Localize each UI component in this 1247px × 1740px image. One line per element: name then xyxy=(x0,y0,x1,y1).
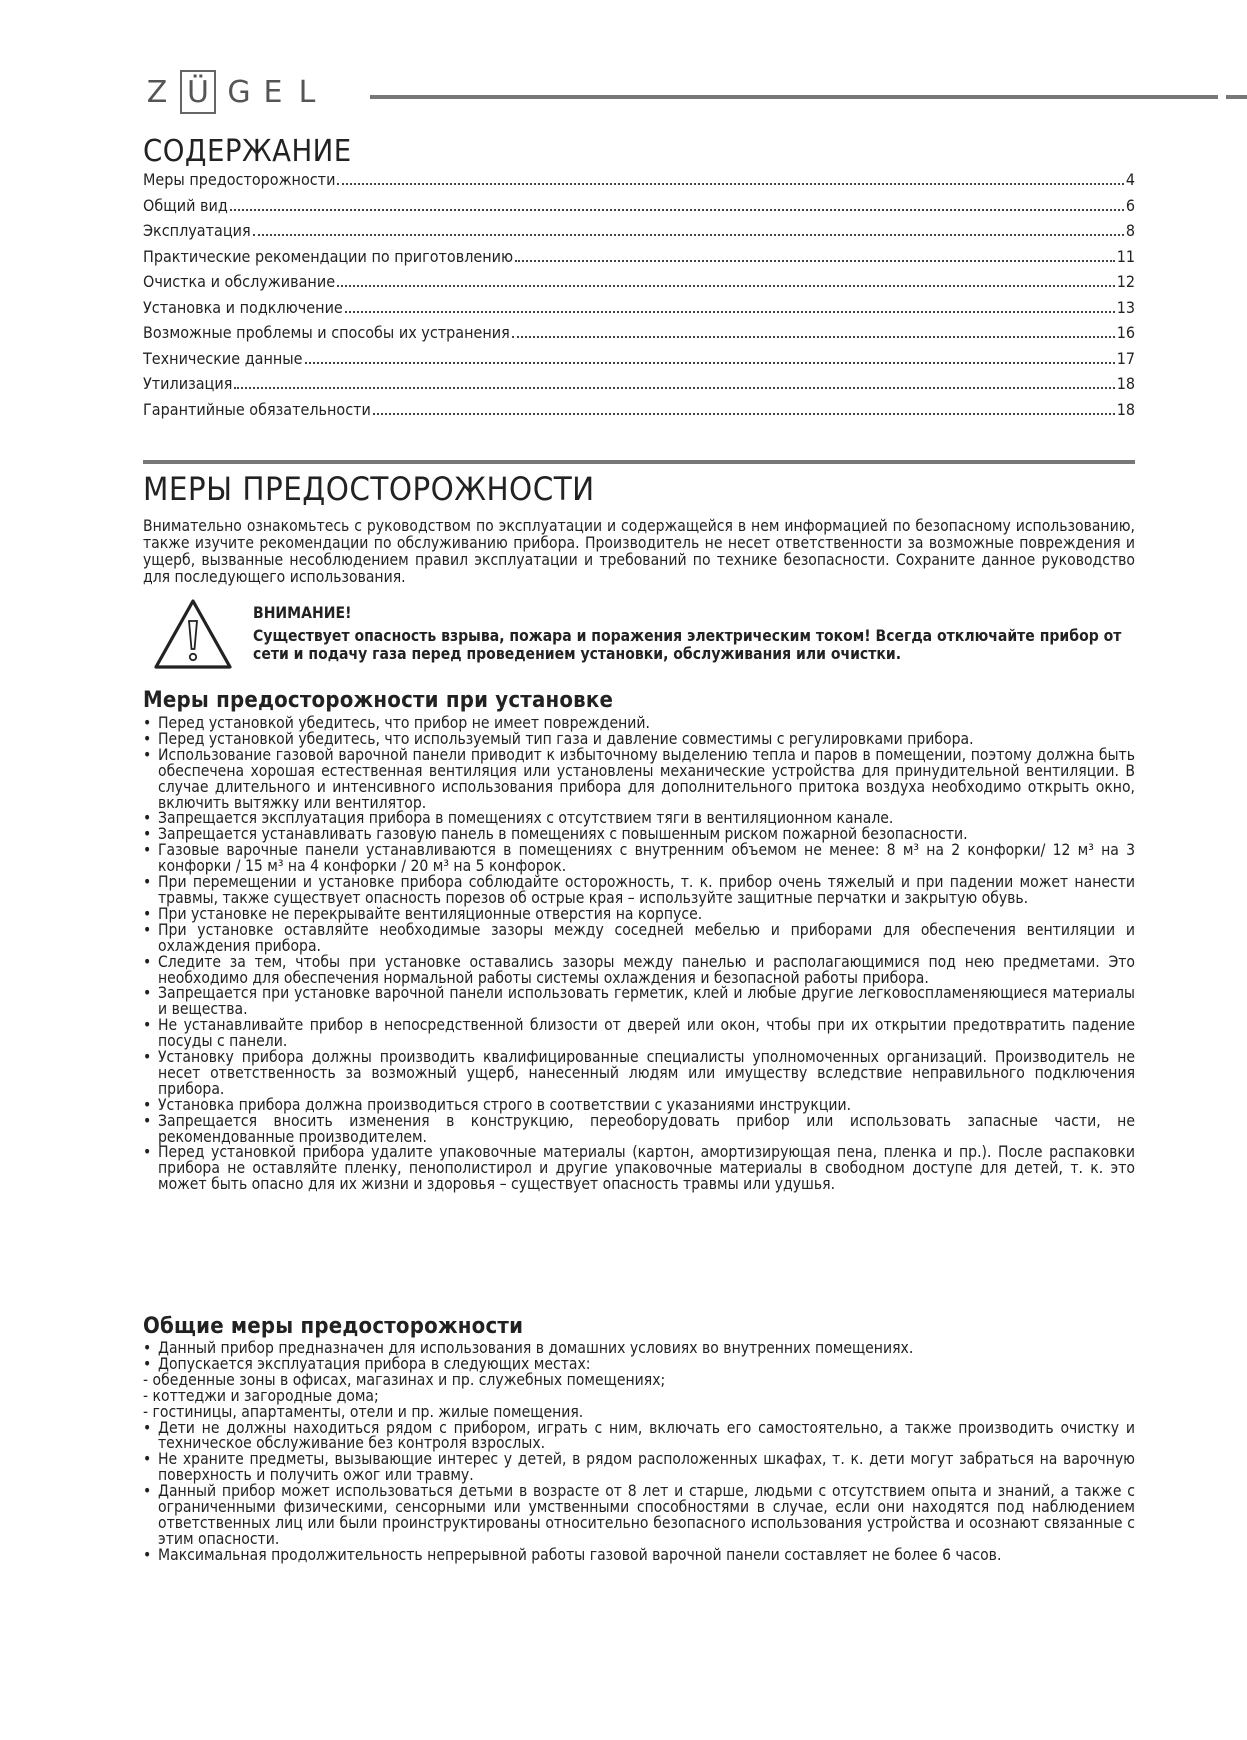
safety-intro-paragraph: Внимательно ознакомьтесь с руководством по эксплуатации и содержащейся в нем информацией по безопасному использованию, также изучите рекомендации по обслуживанию прибора. Производитель не несет ответственности за возможные повреждения и ущерб, вызванные несоблюдением правил эксплуатации и требований по технике безопасности. Сохраните данное руководство для последующего использования. xyxy=(143,517,1135,586)
safety-section-title: МЕРЫ ПРЕДОСТОРОЖНОСТИ xyxy=(143,470,595,508)
list-item: • Допускается эксплуатация прибора в следующих местах: xyxy=(143,1357,1135,1373)
toc-entry-page: 17 xyxy=(1116,348,1135,368)
toc-entry[interactable] xyxy=(143,349,1135,375)
toc-entry-page: 4 xyxy=(1125,170,1135,189)
toc-entry-label: Эксплуатация xyxy=(143,221,251,240)
list-item: • Запрещается эксплуатация прибора в помещениях с отсутствием тяги в вентиляционном канале. xyxy=(143,811,1135,827)
table-of-contents xyxy=(143,170,1135,425)
list-item: - коттеджи и загородные дома; xyxy=(143,1386,379,1405)
warning-triangle-icon xyxy=(152,597,234,671)
install-precautions-list xyxy=(143,716,1135,1193)
toc-entry-page: 11 xyxy=(1116,246,1135,266)
toc-entry-label: Технические данные xyxy=(143,348,303,368)
toc-dot-leader xyxy=(515,260,1115,262)
toc-dot-leader xyxy=(230,209,1124,211)
toc-entry-page: 8 xyxy=(1125,221,1135,240)
list-item: • Данный прибор может использоваться детьми в возрасте от 8 лет и старше, людьми с отсутствием опыта и знаний, а также с ограниченными физическими, сенсорными или умственными способностями в случае, если они находятся под наблюдением ответственных лиц или были проинструктированы относительно безопасного использования устройства и осознают связанные с этим опасности. xyxy=(143,1484,1135,1548)
list-item: • Данный прибор предназначен для использования в домашних условиях во внутренних помещениях. xyxy=(143,1341,1135,1357)
toc-entry-page: 18 xyxy=(1116,374,1135,393)
toc-entry-label: Общий вид xyxy=(143,195,228,215)
toc-entry-label: Возможные проблемы и способы их устранения xyxy=(143,323,510,342)
toc-dot-leader xyxy=(337,183,1123,185)
list-item: • Запрещается устанавливать газовую панель в помещениях с повышенным риском пожарной безопасности. xyxy=(143,827,1135,843)
section-divider xyxy=(143,460,1135,464)
list-item: • Установку прибора должны производить квалифицированные специалисты уполномоченных организаций. Производитель не несет ответственность за возможный ущерб, нанесенный людям или имуществу вследствие неправильного подключения прибора. xyxy=(143,1050,1135,1098)
list-item: • Использование газовой варочной панели приводит к избыточному выделению тепла и паров в помещении, поэтому должна быть обеспечена хорошая естественная вентиляция или установлены механические устройства для принудительной вентиляции. В случае длительного и интенсивного использования прибора для дополнительного притока воздуха необходимо открыть окно, включить вытяжку или вентилятор. xyxy=(143,748,1135,812)
toc-entry-label: Практические рекомендации по приготовлению xyxy=(143,246,514,266)
toc-entry-label: Гарантийные обязательности xyxy=(143,399,371,419)
list-item: - гостиницы, апартаменты, отели и пр. жилые помещения. xyxy=(143,1402,584,1421)
list-item: • Запрещается при установке варочной панели использовать герметик, клей и любые другие легковоспламеняющиеся материалы и вещества. xyxy=(143,986,1135,1018)
header-rule-end xyxy=(1226,95,1247,99)
toc-entry[interactable] xyxy=(143,170,1135,196)
toc-dot-leader xyxy=(373,413,1115,415)
toc-entry[interactable] xyxy=(143,374,1135,400)
logo-letter: G xyxy=(227,74,251,110)
toc-dot-leader xyxy=(305,362,1115,364)
list-item: • Не храните предметы, вызывающие интерес у детей, в рядом расположенных шкафах, т. к. дети могут забраться на варочную поверхность и получить ожог или травму. xyxy=(143,1452,1135,1484)
toc-entry-label: Установка и подключение xyxy=(143,297,343,317)
toc-entry-page: 16 xyxy=(1116,323,1135,342)
toc-entry-page: 6 xyxy=(1125,195,1135,215)
toc-entry[interactable] xyxy=(143,323,1135,349)
list-item: • Газовые варочные панели устанавливаются в помещениях с внутренним объемом не менее: 8 м³ на 2 конфорки/ 12 м³ на 3 конфорки / 15 м³ на 4 конфорки / 20 м³ на 5 конфорок. xyxy=(143,843,1135,875)
toc-entry-page: 18 xyxy=(1116,399,1135,419)
toc-entry-label: Очистка и обслуживание xyxy=(143,272,336,291)
warning-title: ВНИМАНИЕ! xyxy=(253,604,352,622)
toc-entry[interactable] xyxy=(143,272,1135,298)
toc-entry[interactable] xyxy=(143,247,1135,273)
toc-dot-leader xyxy=(337,285,1115,287)
logo-letter-boxed: Ü xyxy=(180,70,216,114)
toc-entry-label: Меры предосторожности xyxy=(143,170,336,189)
toc-dot-leader xyxy=(253,234,1124,236)
list-item: • Перед установкой убедитесь, что используемый тип газа и давление совместимы с регулировками прибора. xyxy=(143,732,1135,748)
general-precautions-title: Общие меры предосторожности xyxy=(143,1314,524,1339)
warning-text: Существует опасность взрыва, пожара и поражения электрическим током! Всегда отключайте прибор от сети и подачу газа перед проведением установки, обслуживания или очистки. xyxy=(253,627,1122,663)
list-item: • Дети не должны находиться рядом с прибором, играть с ним, включать его самостоятельно, а также производить очистку и техническое обслуживание без контроля взрослых. xyxy=(143,1421,1135,1453)
toc-entry[interactable] xyxy=(143,196,1135,222)
list-item: • При установке не перекрывайте вентиляционные отверстия на корпусе. xyxy=(143,907,1135,923)
logo-letter: Z xyxy=(146,74,168,110)
list-item: • Следите за тем, чтобы при установке оставались зазоры между панелью и располагающимися под нею предметами. Это необходимо для обеспечения нормальной работы системы охлаждения и безопасной работы прибора. xyxy=(143,955,1135,987)
toc-entry[interactable] xyxy=(143,400,1135,426)
toc-dot-leader xyxy=(234,387,1114,389)
list-item: • Не устанавливайте прибор в непосредственной близости от дверей или окон, чтобы при их открытии предотвратить падение посуды с панели. xyxy=(143,1018,1135,1050)
list-item: • Установка прибора должна производиться строго в соответствии с указаниями инструкции. xyxy=(143,1098,1135,1114)
logo-letter: L xyxy=(298,74,316,110)
list-item: • Перед установкой прибора удалите упаковочные материалы (картон, амортизирующая пена, пленка и пр.). После распаковки прибора не оставляйте пленку, пенополистирол и другие упаковочные материалы в свободном доступе для детей, т. к. это может быть опасно для их жизни и здоровья – существует опасность травмы или удушья. xyxy=(143,1145,1135,1193)
logo-letter: E xyxy=(263,74,283,110)
toc-entry-page: 13 xyxy=(1116,297,1135,317)
list-item: • При перемещении и установке прибора соблюдайте осторожность, т. к. прибор очень тяжелый и при падении может нанести травмы, также существует опасность порезов об острые края – используйте защитные перчатки и закрытую обувь. xyxy=(143,875,1135,907)
brand-logo xyxy=(140,70,324,114)
toc-entry-label: Утилизация xyxy=(143,374,233,393)
list-item: • Максимальная продолжительность непрерывной работы газовой варочной панели составляет не более 6 часов. xyxy=(143,1548,1135,1564)
toc-entry[interactable] xyxy=(143,298,1135,324)
list-item: • При установке оставляйте необходимые зазоры между соседней мебелью и приборами для обеспечения вентиляции и охлаждения прибора. xyxy=(143,923,1135,955)
header-rule xyxy=(370,95,1218,99)
general-precautions-list xyxy=(143,1341,1135,1564)
toc-dot-leader xyxy=(345,311,1115,313)
install-precautions-title: Меры предосторожности при установке xyxy=(143,688,614,713)
list-item: • Перед установкой убедитесь, что прибор не имеет повреждений. xyxy=(143,716,1135,732)
list-item: - обеденные зоны в офисах, магазинах и пр. служебных помещениях; xyxy=(143,1370,666,1389)
list-item: • Запрещается вносить изменения в конструкцию, переоборудовать прибор или использовать запасные части, не рекомендованные производителем. xyxy=(143,1114,1135,1146)
toc-entry[interactable] xyxy=(143,221,1135,247)
toc-title: СОДЕРЖАНИЕ xyxy=(143,134,352,169)
toc-dot-leader xyxy=(512,336,1115,338)
toc-entry-page: 12 xyxy=(1116,272,1135,291)
